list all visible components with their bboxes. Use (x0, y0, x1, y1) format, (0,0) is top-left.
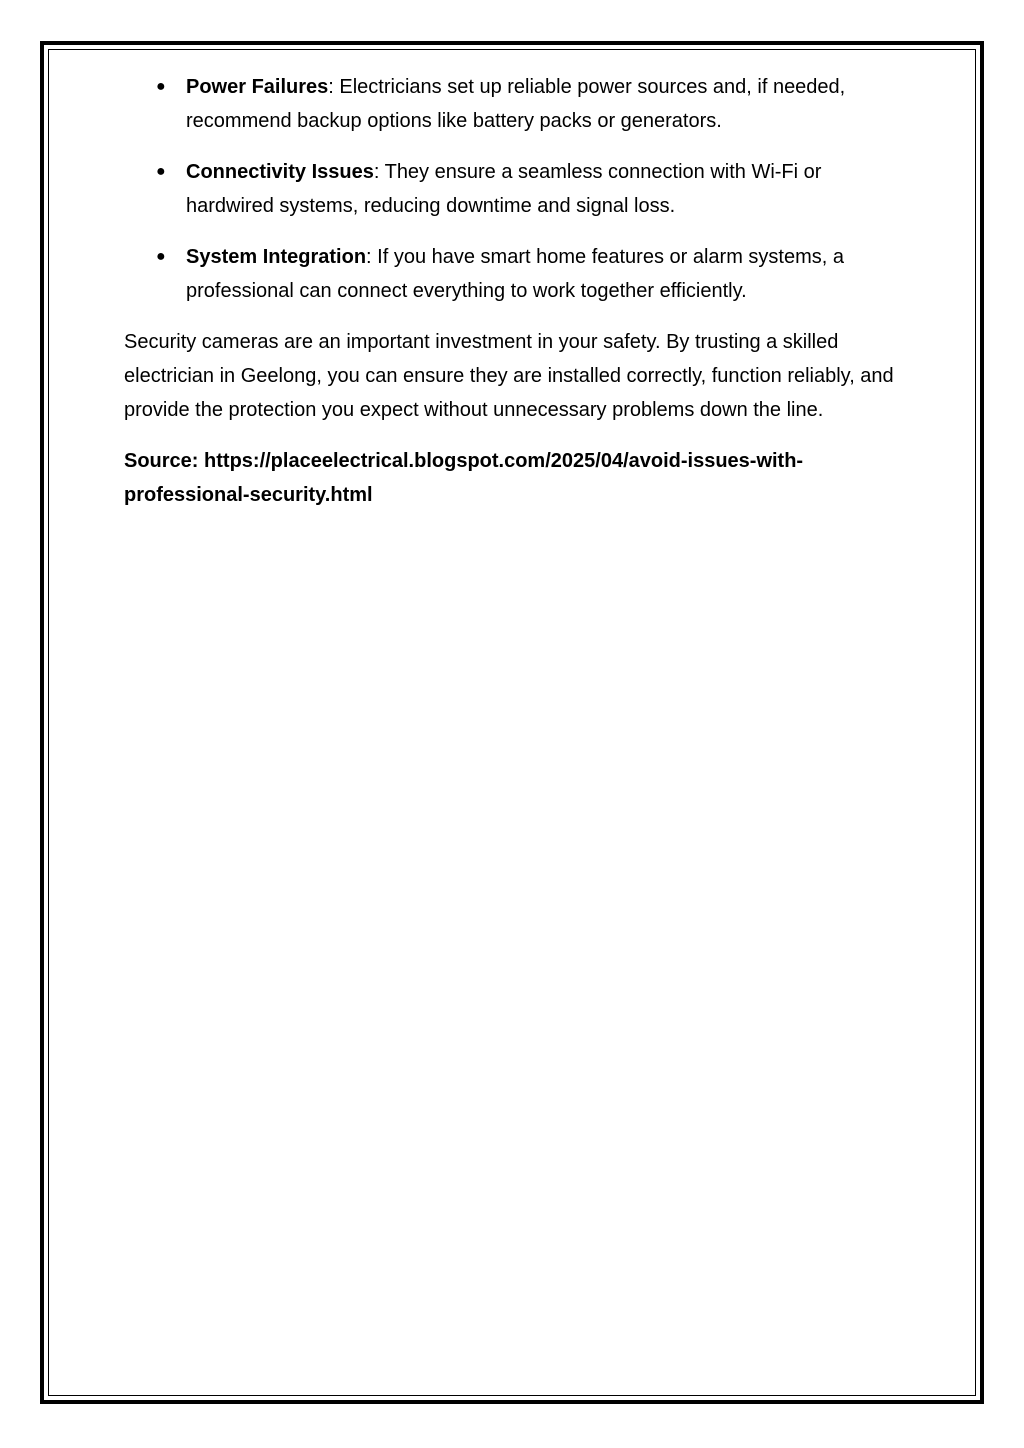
bullet-term: Connectivity Issues (186, 161, 374, 183)
source-citation (124, 444, 904, 512)
source-label: Source: (124, 450, 205, 472)
source-url-line2: professional-security.html (124, 484, 373, 506)
bullet-text: : They ensure a seamless connection with Wi-Fi or hardwired systems, reducing downtime and signal loss. (186, 161, 822, 217)
bullet-list (124, 70, 904, 308)
bullet-icon: ● (156, 248, 166, 265)
bullet-text: : If you have smart home features or alarm systems, a professional can connect everything to work together efficiently. (186, 246, 845, 302)
list-item (124, 155, 904, 223)
bullet-icon: ● (156, 163, 166, 180)
list-item (124, 240, 904, 308)
body-paragraph: Security cameras are an important investment in your safety. By trusting a skilled electrician in Geelong, you can ensure they are installed correctly, function reliably, and provide the protection you expect without unnecessary problems down the line. (124, 331, 894, 421)
source-url-line1: https://placeelectrical.blogspot.com/2025/04/avoid-issues-with- (204, 450, 804, 472)
bullet-icon: ● (156, 78, 166, 95)
bullet-term: Power Failures (186, 76, 329, 98)
list-item (124, 70, 904, 138)
bullet-text: : Electricians set up reliable power sources and, if needed, recommend backup options like battery packs or generators. (186, 76, 846, 132)
document-content (124, 70, 904, 512)
bullet-term: System Integration (186, 246, 367, 268)
